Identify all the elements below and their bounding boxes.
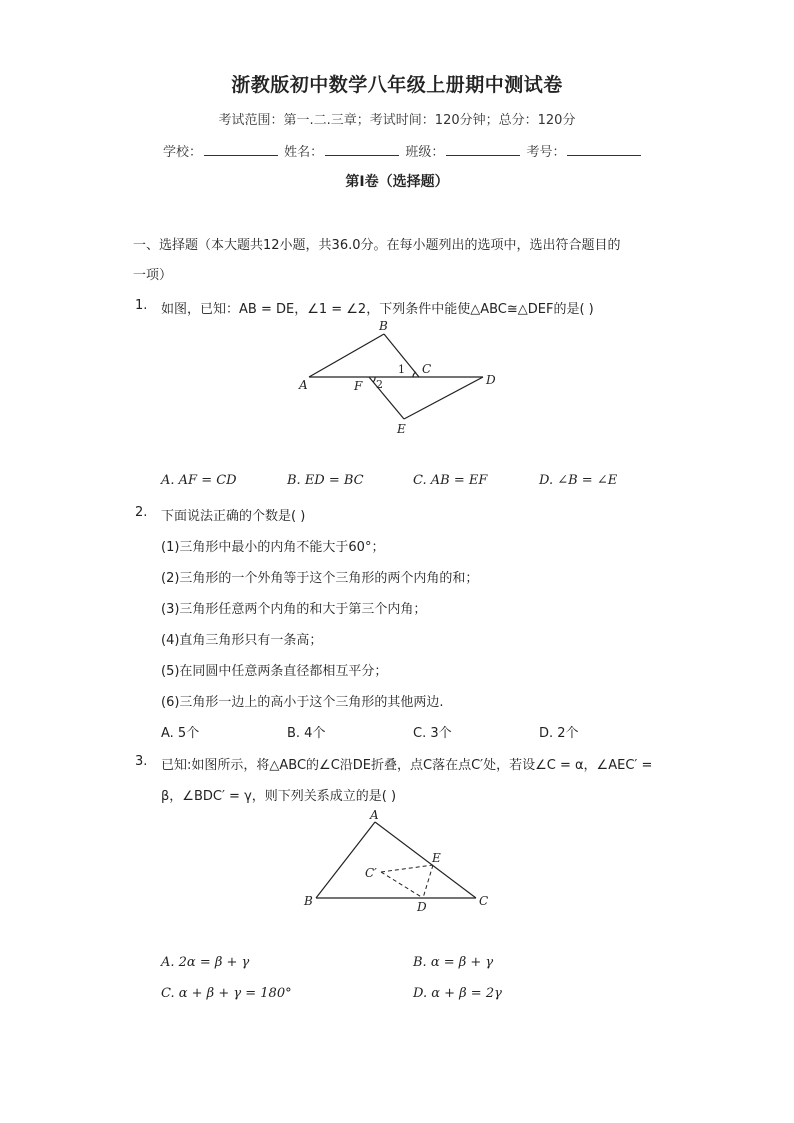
- statement-item: (4)直角三角形只有一条高；: [161, 633, 323, 648]
- line-ba: [316, 822, 375, 898]
- dash-cp-d: [381, 872, 423, 898]
- label-d: D: [486, 373, 496, 387]
- label-angle-2: 2: [376, 378, 383, 391]
- line-ed: [404, 377, 483, 419]
- question-number: 1.: [135, 298, 148, 313]
- option-a[interactable]: A. AF = CD: [161, 473, 237, 488]
- question-number: 3.: [135, 754, 148, 769]
- question-stem-line2: β，∠BDC′ = γ，则下列关系成立的是( ): [161, 789, 397, 804]
- label-d: D: [417, 900, 427, 914]
- label-e: E: [397, 422, 406, 436]
- q1-figure: [295, 318, 515, 438]
- option-c[interactable]: C. 3个: [413, 726, 452, 741]
- label-c: C: [479, 894, 489, 908]
- name-label: 姓名：: [284, 145, 324, 160]
- dash-cp-e: [381, 865, 433, 872]
- statement-item: (5)在同圆中任意两条直径都相互平分；: [161, 664, 388, 679]
- line-fe: [369, 377, 404, 419]
- id-label: 考号：: [526, 145, 566, 160]
- option-b[interactable]: B. α = β + γ: [413, 955, 494, 970]
- label-c-prime: C′: [365, 866, 377, 880]
- info-fields: [163, 141, 643, 160]
- line-ab: [309, 334, 384, 377]
- label-a: A: [299, 378, 308, 392]
- school-label: 学校：: [163, 145, 203, 160]
- option-b[interactable]: B. ED = BC: [287, 473, 364, 488]
- label-f: F: [354, 379, 363, 393]
- class-label: 班级：: [405, 145, 445, 160]
- class-blank[interactable]: [446, 143, 520, 156]
- question-stem-line1: 已知:如图所示，将△ABC的∠C沿DE折叠，点C落在点C′处，若设∠C = α，∠AEC′ =: [161, 758, 653, 773]
- label-a: A: [370, 808, 379, 822]
- part-heading-line2: 一项）: [133, 268, 173, 283]
- label-b: B: [304, 894, 313, 908]
- option-c[interactable]: C. α + β + γ = 180°: [161, 986, 292, 1001]
- label-angle-1: 1: [398, 363, 405, 376]
- part-heading-line1: 一、选择题（本大题共12小题，共36.0分。在每小题列出的选项中，选出符合题目的: [133, 238, 621, 253]
- statement-item: (2)三角形的一个外角等于这个三角形的两个内角的和；: [161, 571, 479, 586]
- dash-e-d: [423, 865, 433, 898]
- question-stem: 下面说法正确的个数是( ): [161, 509, 306, 524]
- option-a[interactable]: A. 2α = β + γ: [161, 955, 250, 970]
- question-number: 2.: [135, 505, 148, 520]
- option-d[interactable]: D. 2个: [539, 726, 579, 741]
- angle-1-arc: [413, 372, 416, 377]
- q3-figure: [300, 808, 500, 918]
- angle-2-arc: [373, 377, 375, 382]
- statement-item: (6)三角形一边上的高小于这个三角形的其他两边.: [161, 695, 444, 710]
- option-c[interactable]: C. AB = EF: [413, 473, 488, 488]
- school-blank[interactable]: [204, 143, 278, 156]
- statement-item: (1)三角形中最小的内角不能大于60°；: [161, 540, 385, 555]
- label-c: C: [422, 362, 432, 376]
- label-b: B: [379, 319, 388, 333]
- question-stem: 如图，已知：AB = DE，∠1 = ∠2，下列条件中能使△ABC≅△DEF的是( ): [161, 302, 594, 317]
- option-d[interactable]: D. ∠B = ∠E: [539, 473, 618, 488]
- option-b[interactable]: B. 4个: [287, 726, 326, 741]
- option-d[interactable]: D. α + β = 2γ: [413, 986, 502, 1001]
- line-ac: [375, 822, 476, 898]
- name-blank[interactable]: [325, 143, 399, 156]
- label-e: E: [432, 851, 441, 865]
- section-title: 第I卷（选择题）: [345, 174, 449, 190]
- exam-subtitle: 考试范围：第一.二.三章；考试时间：120分钟；总分：120分: [218, 113, 576, 128]
- page-title: 浙教版初中数学八年级上册期中测试卷: [231, 74, 563, 96]
- statement-item: (3)三角形任意两个内角的和大于第三个内角；: [161, 602, 427, 617]
- id-blank[interactable]: [567, 143, 641, 156]
- option-a[interactable]: A. 5个: [161, 726, 200, 741]
